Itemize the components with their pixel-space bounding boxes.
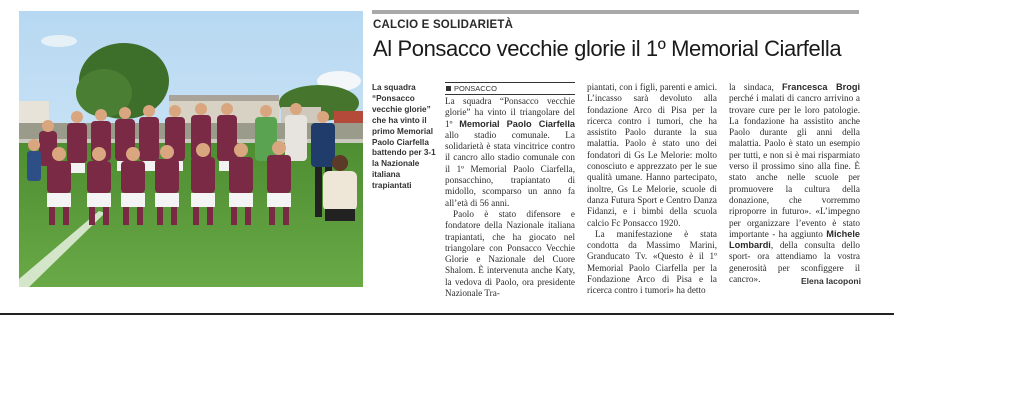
paragraph xyxy=(445,96,575,209)
text-run: perché i malati di cancro arrivino a trovare cure per le loro patologie. La fondazione ha assistito anche Paolo durante gli anni della malattia. Paolo è stato un esempio per tutti, e non si è mai risparmiato verso il prossimo sino alla fine. È stato anche nelle scuole per promuovere la cultura della donazione, che vorremmo riproporre in futuro». «L’impegno per organizzare l’evento è stato importante - ha aggiunto xyxy=(729,93,860,239)
paragraph xyxy=(729,82,860,285)
text-run: allo stadio comunale. La solidarietà è stata vincitrice contro il cancro allo stadio comunale con il 1º Memorial Paolo Ciarfella, ponsacchino, trapiantato di midollo, scomparso un anno fa all’età di 56 anni. xyxy=(445,129,575,208)
paragraph: La manifestazione è stata condotta da Massimo Marini, Granducato Tv. «Questo è il 1º Memorial Paolo Ciarfella per la Fondazione Arco di Pisa e la ricerca contro i tumori» ha detto xyxy=(587,228,717,296)
square-bullet-icon xyxy=(446,86,451,91)
article-column-2 xyxy=(587,82,717,297)
team-photo xyxy=(19,11,363,287)
article-headline: Al Ponsacco vecchie glorie il 1º Memorial Ciarfella xyxy=(373,36,842,61)
photo-caption: La squadra “Ponsacco vecchie glorie” che ha vinto il primo Memorial Paolo Ciarfella battendo per 3-1 la Nazionale italiana trapiantati xyxy=(372,83,436,191)
article-column-3 xyxy=(729,82,860,285)
article-column-1 xyxy=(445,96,575,299)
paragraph: piantati, con i figli, parenti e amici. L’incasso sarà devoluto alla fondazione Arco di Pisa per la ricerca contro i tumori, che ha assistito Paolo durante la sua malattia. Paolo è stato uno dei fondatori di Gs Le Melorie: molto conosciuto e apprezzato per le sue qualità umane. Hanno partecipato, inoltre, Gs Le Melorie, scuole di danza Futura Sport e Centro Danza Fidanzi, e i bimbi della scuola calcio Fc Ponsacco 1920. xyxy=(587,82,717,228)
text-run: La squadra “Ponsacco vecchie glorie” ha vinto il triangolare del 1º xyxy=(445,96,575,129)
section-tag xyxy=(445,82,575,95)
text-run: , della consulta dello sport- ora attendiamo la vostra generosità per sconfiggere il cancro». xyxy=(729,240,860,285)
paragraph: Paolo è stato difensore e fondatore della Nazionale italiana trapiantati, che ha giocato nel triangolare con Ponsacco Vecchie Glorie e Nazionale del Cuore Shalom. È intervenuta anche Katy, la vedova di Paolo, ora presidente Nazionale Tra- xyxy=(445,208,575,299)
bold-name: Francesca Brogi xyxy=(782,82,861,92)
section-tag-label: PONSACCO xyxy=(454,84,497,93)
section-kicker: CALCIO E SOLIDARIETÀ xyxy=(373,19,514,31)
top-rule xyxy=(372,10,859,14)
text-run: la sindaca, xyxy=(729,82,783,92)
byline: Elena Iacoponi xyxy=(801,276,861,286)
bold-name: Michele Lombardi xyxy=(729,228,860,251)
bottom-rule xyxy=(0,313,894,315)
bold-name: Memorial Paolo Ciarfella xyxy=(459,118,575,129)
